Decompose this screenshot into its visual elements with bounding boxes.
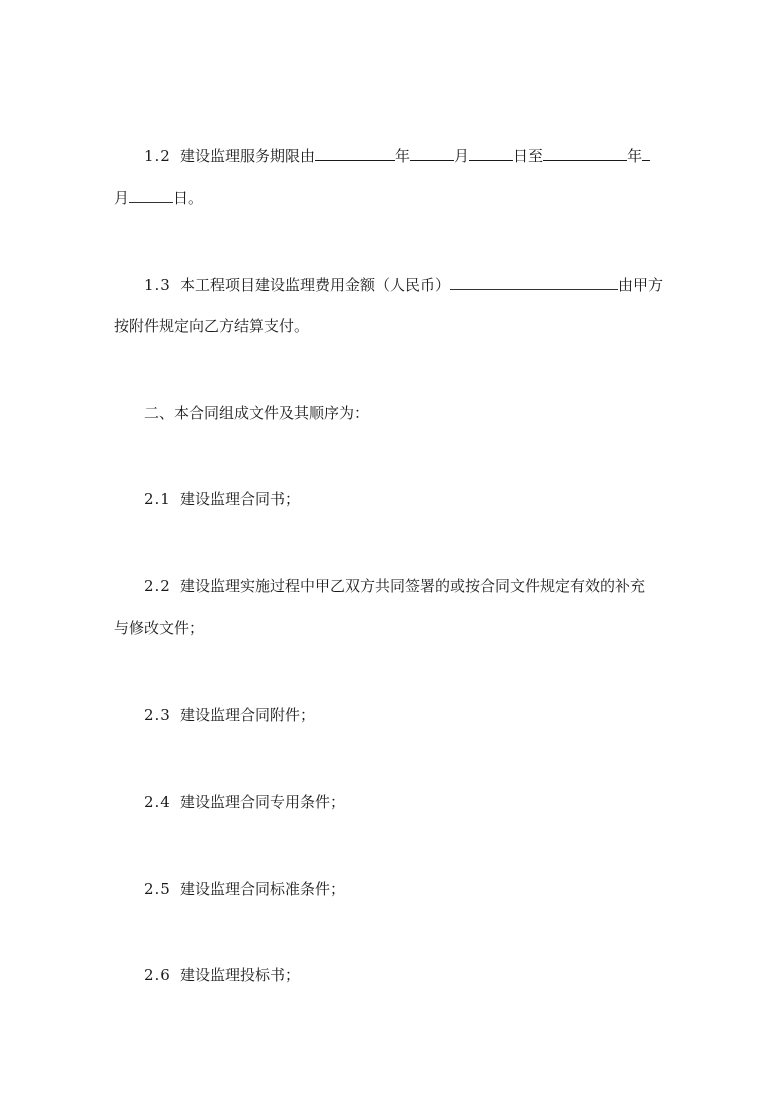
item-number: 2.4 — [144, 793, 171, 811]
month-blank[interactable] — [410, 144, 454, 161]
clause-1-2-line-2 — [114, 186, 203, 208]
item-text: 建设监理合同专用条件； — [180, 793, 346, 811]
item-text: 建设监理投标书； — [180, 966, 301, 984]
list-item — [144, 879, 345, 899]
item-text: 建设监理合同标准条件； — [180, 880, 346, 898]
item-continuation-text: 与修改文件； — [114, 619, 205, 637]
clause-continuation: 按附件规定向乙方结算支付。 — [114, 317, 310, 335]
end-day-label: 日。 — [173, 189, 204, 207]
section-heading-text: 二、本合同组成文件及其顺序为： — [144, 404, 370, 422]
clause-1-2-line-1 — [144, 144, 650, 166]
item-number: 2.5 — [144, 880, 171, 898]
clause-number: 1.3 — [144, 276, 171, 294]
list-item — [144, 705, 315, 725]
item-text: 建设监理合同书； — [180, 490, 301, 508]
list-item — [144, 965, 300, 985]
item-number: 2.2 — [144, 577, 171, 595]
list-item — [144, 792, 345, 812]
section-2-heading — [144, 403, 369, 423]
item-text: 建设监理实施过程中甲乙双方共同签署的或按合同文件规定有效的补充 — [180, 577, 646, 595]
item-number: 2.6 — [144, 966, 171, 984]
month-label: 月 — [454, 147, 470, 165]
item-text: 建设监理合同附件； — [180, 706, 316, 724]
end-day-blank[interactable] — [129, 186, 173, 203]
list-item — [144, 576, 645, 596]
clause-1-3-line-1 — [144, 273, 663, 295]
clause-text-tail: 由甲方 — [618, 276, 664, 294]
item-number: 2.3 — [144, 706, 171, 724]
year-blank[interactable] — [315, 144, 395, 161]
day-label: 日至 — [513, 147, 544, 165]
end-month-blank-start[interactable] — [642, 144, 650, 161]
end-year-label: 年 — [627, 147, 643, 165]
end-month-label: 月 — [114, 189, 130, 207]
item-number: 2.1 — [144, 490, 171, 508]
clause-text: 建设监理服务期限由 — [180, 147, 316, 165]
day-blank[interactable] — [469, 144, 513, 161]
end-year-blank[interactable] — [543, 144, 627, 161]
clause-number: 1.2 — [144, 147, 171, 165]
list-item — [144, 489, 300, 509]
list-item-continuation — [114, 618, 204, 638]
clause-text: 本工程项目建设监理费用金额（人民币） — [180, 276, 451, 294]
year-label: 年 — [395, 147, 411, 165]
amount-blank[interactable] — [450, 273, 618, 290]
clause-1-3-line-2 — [114, 316, 309, 336]
